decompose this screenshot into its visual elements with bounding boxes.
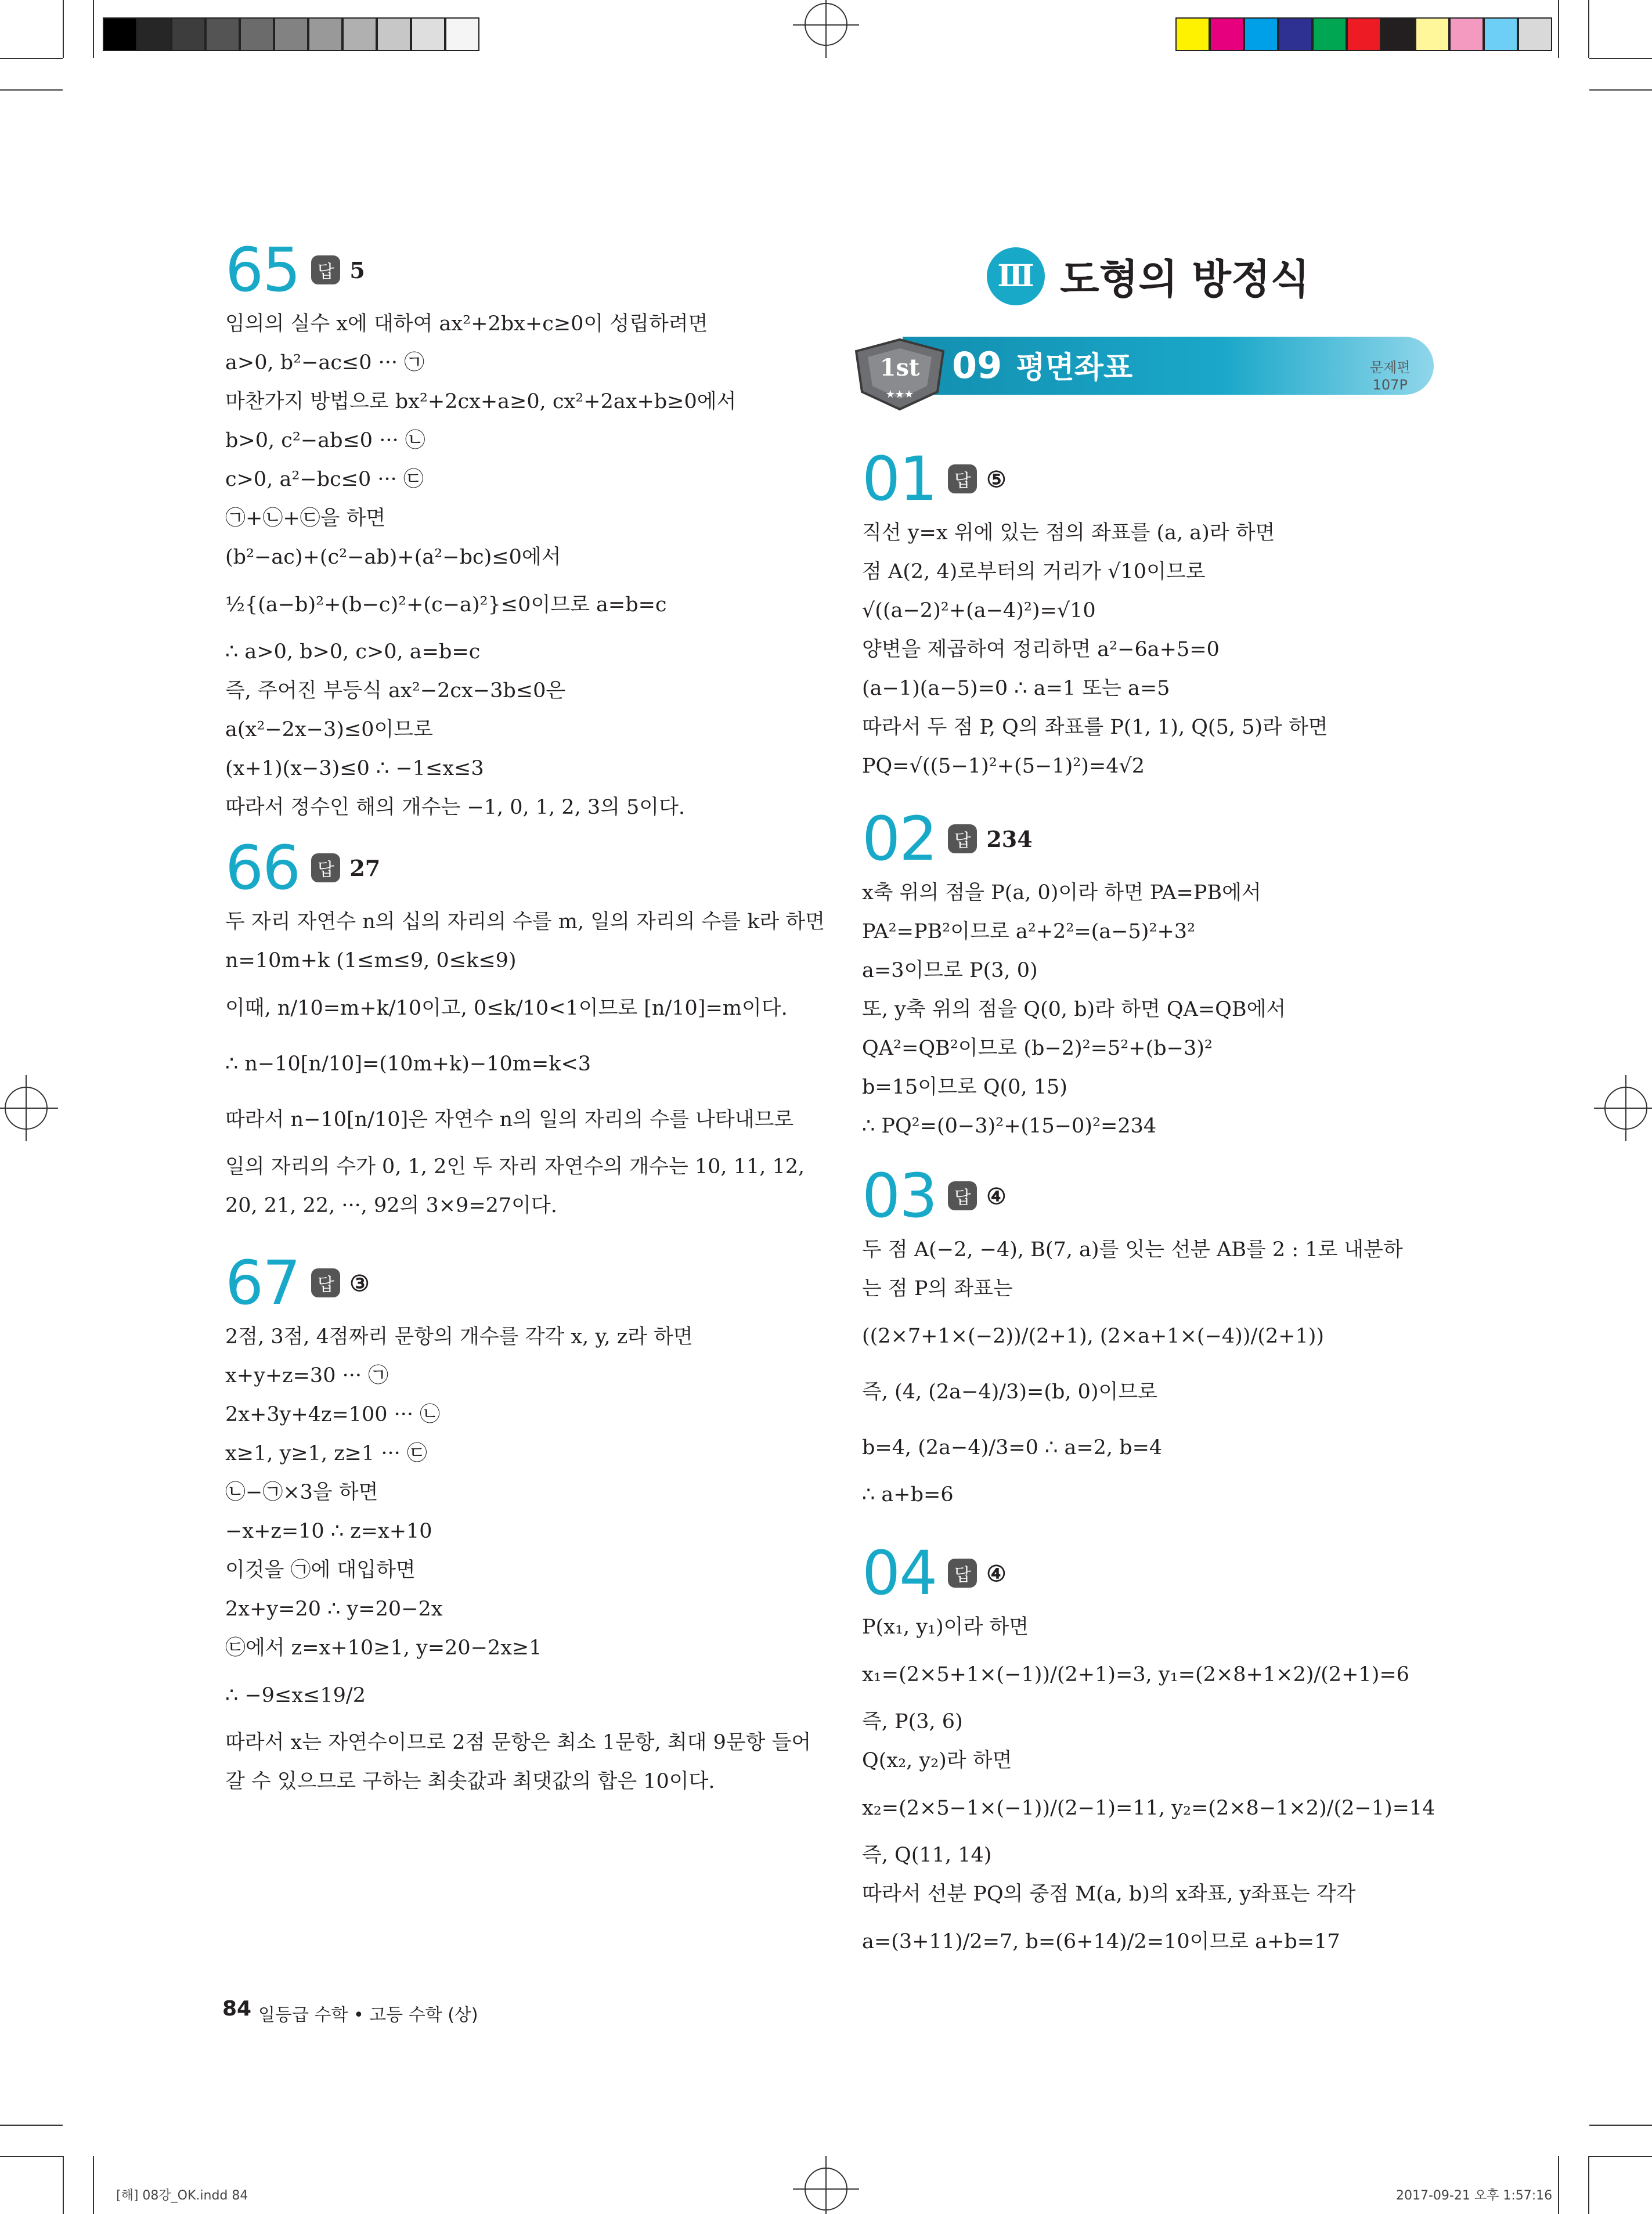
crop-mark (1588, 0, 1589, 58)
color-swatch (103, 17, 137, 51)
solution-line: ½{(a−b)²+(b−c)²+(c−a)²}≤0이므로 a=b=c (225, 593, 667, 616)
registration-mark-left (0, 1075, 58, 1141)
color-swatch (1347, 17, 1381, 51)
solution-line: (b²−ac)+(c²−ab)+(a²−bc)≤0에서 (225, 546, 561, 569)
solution-line: ㉠+㉡+㉢을 하면 (225, 507, 386, 530)
solution-text (225, 903, 825, 1225)
color-swatch (1415, 17, 1449, 51)
solution-line: (a−1)(a−5)=0 ∴ a=1 또는 a=5 (862, 677, 1170, 700)
solution-line: 2x+3y+4z=100 ··· ㉡ (225, 1403, 441, 1426)
color-swatch (274, 17, 308, 51)
svg-text:★★★: ★★★ (885, 388, 914, 401)
file-slug: [해] 08강_OK.indd 84 (116, 2188, 248, 2203)
solution-line: x₁=(2×5+1×(−1))/(2+1)=3, y₁=(2×8+1×2)/(2+1)=6 (862, 1663, 1409, 1686)
solution-line: ∴ −9≤x≤19/2 (225, 1684, 366, 1707)
page-number: 84 (222, 1997, 252, 2021)
solution-line: n=10m+k (1≤m≤9, 0≤k≤9) (225, 949, 517, 972)
solution-line: QA²=QB²이므로 (b−2)²=5²+(b−3)² (862, 1037, 1213, 1060)
solution-line: √((a−2)²+(a−4)²)=√10 (862, 599, 1096, 622)
color-swatch (1175, 17, 1210, 51)
solution-line: 양변을 제곱하여 정리하면 a²−6a+5=0 (862, 638, 1220, 661)
gray-color-bar (103, 17, 479, 51)
solution-line: 두 점 A(−2, −4), B(7, a)를 잇는 선분 AB를 2 : 1로 내분하 (862, 1238, 1403, 1261)
problem-number: 02 (862, 803, 937, 874)
color-swatch (445, 17, 479, 51)
color-swatch (1244, 17, 1278, 51)
answer-value: ③ (349, 1270, 370, 1296)
solution-line: 직선 y=x 위에 있는 점의 좌표를 (a, a)라 하면 (862, 521, 1275, 545)
problem-67 (225, 1247, 811, 1801)
answer-badge: 답 (948, 1559, 977, 1588)
solution-line: PA²=PB²이므로 a²+2²=(a−5)²+3² (862, 920, 1196, 943)
answer-value: 5 (349, 257, 365, 283)
solution-line: −x+z=10 ∴ z=x+10 (225, 1520, 432, 1543)
solution-text (862, 514, 1471, 786)
crop-mark (63, 0, 64, 58)
solution-line: x₂=(2×5−1×(−1))/(2−1)=11, y₂=(2×8−1×2)/(2−1)=14 (862, 1797, 1435, 1820)
solution-line: 갈 수 있으므로 구하는 최솟값과 최댓값의 합은 10이다. (225, 1770, 715, 1793)
problem-number: 67 (225, 1247, 300, 1318)
crop-mark (0, 58, 63, 59)
crop-mark (63, 2156, 64, 2214)
answer-badge: 답 (311, 255, 340, 284)
solution-text (862, 874, 1471, 1146)
solution-line: a=(3+11)/2=7, b=(6+14)/2=10이므로 a+b=17 (862, 1930, 1340, 1953)
reference-label: 문제편 (1370, 359, 1411, 376)
registration-mark-top (793, 0, 859, 58)
solution-line: Q(x₂, y₂)라 하면 (862, 1749, 1012, 1772)
section-name: 평면좌표 (1016, 351, 1133, 385)
registration-mark-right (1594, 1075, 1652, 1141)
solution-line: ㉡−㉠×3을 하면 (225, 1481, 378, 1504)
solution-line: b=4, (2a−4)/3=0 ∴ a=2, b=4 (862, 1436, 1163, 1459)
color-swatch (1210, 17, 1244, 51)
solution-line: PQ=√((5−1)²+(5−1)²)=4√2 (862, 755, 1145, 778)
color-swatch (377, 17, 411, 51)
crop-mark (1589, 2125, 1652, 2126)
solution-text (862, 1608, 1471, 1970)
registration-mark-bottom (793, 2156, 859, 2214)
solution-line: ∴ n−10[n/10]=(10m+k)−10m=k<3 (225, 1052, 591, 1076)
color-swatch (1518, 17, 1552, 51)
solution-line: b>0, c²−ab≤0 ··· ㉡ (225, 429, 425, 452)
problem-book-reference (1370, 359, 1411, 394)
color-swatch (1312, 17, 1347, 51)
solution-text (225, 1318, 811, 1801)
color-swatch (342, 17, 377, 51)
color-swatch (1381, 17, 1415, 51)
answer-value: ⑤ (986, 466, 1007, 492)
crop-mark (1558, 2156, 1559, 2214)
solution-line: 임의의 실수 x에 대하여 ax²+2bx+c≥0이 성립하려면 (225, 312, 708, 336)
problem-01 (862, 444, 1471, 786)
first-badge-icon (845, 328, 955, 415)
problem-04 (862, 1538, 1471, 1970)
answer-value: 234 (986, 825, 1033, 852)
answer-badge: 답 (311, 853, 340, 882)
solution-text (225, 305, 794, 827)
badge-text: 1st (879, 354, 920, 381)
solution-line: 따라서 n−10[n/10]은 자연수 n의 일의 자리의 수를 나타내므로 (225, 1108, 794, 1131)
solution-line: x+y+z=30 ··· ㉠ (225, 1364, 389, 1387)
solution-line: (x+1)(x−3)≤0 ∴ −1≤x≤3 (225, 757, 484, 780)
section-number: 09 (952, 344, 1002, 387)
color-swatch (1278, 17, 1312, 51)
solution-line: 따라서 두 점 P, Q의 좌표를 P(1, 1), Q(5, 5)라 하면 (862, 716, 1328, 739)
answer-value: ④ (986, 1182, 1007, 1209)
problem-number: 66 (225, 832, 300, 903)
answer-value: ④ (986, 1560, 1007, 1586)
problem-03 (862, 1161, 1471, 1515)
color-swatch (1449, 17, 1484, 51)
book-title: 일등급 수학 • 고등 수학 (상) (258, 2005, 478, 2025)
problem-65 (225, 235, 794, 827)
problem-number: 04 (862, 1538, 937, 1609)
solution-line: x축 위의 점을 P(a, 0)이라 하면 PA=PB에서 (862, 881, 1261, 904)
solution-line: a=3이므로 P(3, 0) (862, 959, 1038, 982)
problem-number: 03 (862, 1160, 937, 1231)
problem-02 (862, 804, 1471, 1146)
crop-mark (0, 2125, 63, 2126)
crop-mark (0, 2156, 63, 2157)
crop-mark (1589, 2156, 1652, 2157)
crop-mark (1588, 2156, 1589, 2214)
chapter-heading (987, 247, 1310, 305)
solution-line: a(x²−2x−3)≤0이므로 (225, 718, 433, 741)
color-swatch (308, 17, 342, 51)
chapter-numeral: Ⅲ (987, 247, 1045, 305)
solution-line: ㉢에서 z=x+10≥1, y=20−2x≥1 (225, 1636, 542, 1660)
solution-line: 이것을 ㉠에 대입하면 (225, 1559, 416, 1582)
solution-text (862, 1231, 1471, 1515)
chapter-title: 도형의 방정식 (1060, 255, 1310, 303)
solution-line: ∴ PQ²=(0−3)²+(15−0)²=234 (862, 1115, 1157, 1138)
crop-mark (0, 89, 63, 91)
answer-badge: 답 (311, 1268, 340, 1297)
solution-line: 따라서 정수인 해의 개수는 −1, 0, 1, 2, 3의 5이다. (225, 796, 686, 819)
section-title (952, 342, 1132, 391)
crop-mark (1589, 89, 1652, 91)
process-color-bar (1175, 17, 1552, 51)
answer-value: 27 (349, 854, 381, 881)
color-swatch (411, 17, 445, 51)
problem-number: 65 (225, 235, 300, 305)
solution-line: 즉, P(3, 6) (862, 1710, 963, 1733)
color-swatch (171, 17, 205, 51)
color-swatch (1484, 17, 1518, 51)
solution-line: 20, 21, 22, ···, 92의 3×9=27이다. (225, 1194, 557, 1217)
solution-line: 즉, Q(11, 14) (862, 1844, 992, 1867)
problem-number: 01 (862, 443, 937, 514)
solution-line: 마찬가지 방법으로 bx²+2cx+a≥0, cx²+2ax+b≥0에서 (225, 390, 737, 413)
color-swatch (240, 17, 274, 51)
solution-line: 이때, n/10=m+k/10이고, 0≤k/10<1이므로 [n/10]=m이다. (225, 997, 788, 1020)
crop-mark (1589, 58, 1652, 59)
solution-line: a>0, b²−ac≤0 ··· ㉠ (225, 351, 425, 374)
reference-page: 107P (1372, 377, 1408, 393)
problem-66 (225, 832, 825, 1225)
solution-line: ((2×7+1×(−2))/(2+1), (2×a+1×(−4))/(2+1)) (862, 1325, 1325, 1348)
solution-line: 즉, (4, (2a−4)/3)=(b, 0)이므로 (862, 1380, 1157, 1404)
crop-mark (93, 0, 94, 58)
solution-line: 두 자리 자연수 n의 십의 자리의 수를 m, 일의 자리의 수를 k라 하면 (225, 910, 825, 933)
solution-line: P(x₁, y₁)이라 하면 (862, 1616, 1029, 1639)
solution-line: 는 점 P의 좌표는 (862, 1277, 1013, 1300)
solution-line: 즉, 주어진 부등식 ax²−2cx−3b≤0은 (225, 679, 566, 702)
answer-badge: 답 (948, 464, 977, 493)
solution-line: b=15이므로 Q(0, 15) (862, 1076, 1067, 1099)
solution-line: 2점, 3점, 4점짜리 문항의 개수를 각각 x, y, z라 하면 (225, 1325, 693, 1348)
color-swatch (205, 17, 240, 51)
solution-line: 일의 자리의 수가 0, 1, 2인 두 자리 자연수의 개수는 10, 11, 12, (225, 1155, 805, 1178)
answer-badge: 답 (948, 1181, 977, 1210)
crop-mark (93, 2156, 94, 2214)
solution-line: 2x+y=20 ∴ y=20−2x (225, 1598, 443, 1621)
solution-line: c>0, a²−bc≤0 ··· ㉢ (225, 468, 424, 491)
answer-badge: 답 (948, 824, 977, 853)
solution-line: x≥1, y≥1, z≥1 ··· ㉢ (225, 1442, 427, 1465)
print-timestamp: 2017-09-21 오후 1:57:16 (1396, 2188, 1553, 2203)
solution-line: 따라서 선분 PQ의 중점 M(a, b)의 x좌표, y좌표는 각각 (862, 1883, 1356, 1906)
solution-line: 점 A(2, 4)로부터의 거리가 √10이므로 (862, 560, 1206, 583)
color-swatch (137, 17, 171, 51)
solution-line: 또, y축 위의 점을 Q(0, b)라 하면 QA=QB에서 (862, 998, 1286, 1021)
solution-line: ∴ a+b=6 (862, 1483, 954, 1506)
solution-line: 따라서 x는 자연수이므로 2점 문항은 최소 1문항, 최대 9문항 들어 (225, 1731, 811, 1754)
crop-mark (1558, 0, 1559, 58)
solution-line: ∴ a>0, b>0, c>0, a=b=c (225, 640, 481, 664)
